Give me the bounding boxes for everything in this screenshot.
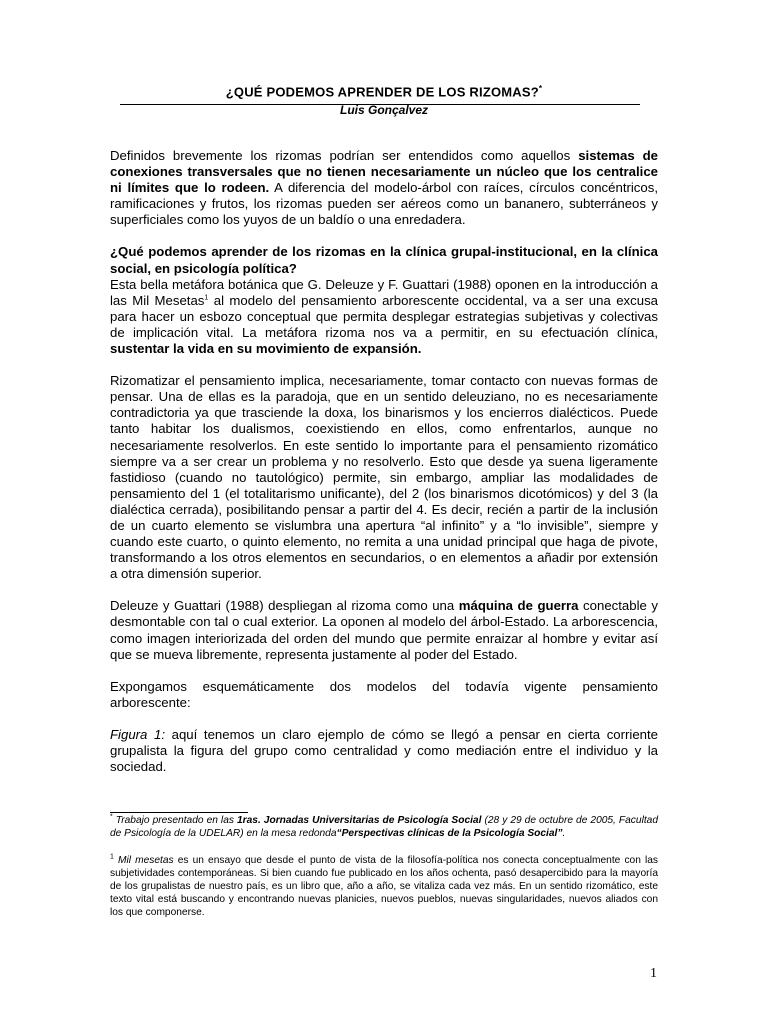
title-text: ¿QUÉ PODEMOS APRENDER DE LOS RIZOMAS? <box>225 84 539 100</box>
paragraph-figure-1 <box>110 727 658 775</box>
section-heading: ¿Qué podemos aprender de los rizomas en la clínica grupal-institucional, en la clínica social, en psicología política? <box>110 244 658 276</box>
bold-text-run: “Perspectivas clínicas de la Psicología Social” <box>336 828 563 839</box>
paragraph-deleuze-guattari <box>110 598 658 662</box>
bold-text-run: sistemas de conexiones transversales que no tienen necesariamente un núcleo que los centralice ni límites que lo rodeen. <box>110 148 659 196</box>
text-run: Esta bella metáfora botánica que G. Deleuze y F. Guattari (1988) oponen en la introducción a las Mil Mesetas <box>110 276 658 308</box>
page-number: 1 <box>650 966 657 981</box>
paragraph-metaphor <box>110 277 658 357</box>
text-run: (28 y 29 de octubre de 2005, Facultad de Psicología de la UDELAR) en la mesa redonda <box>110 815 658 839</box>
footnote-mark: 1 <box>110 853 114 861</box>
text-run: al modelo del pensamiento arborescente occidental, va a ser una excusa para hacer un esbozo conceptual que permita desplegar estrategias subjetivas y colectivas de implicación vital. La metáfora rizoma nos va a permitir, en su efectuación clínica, <box>110 292 659 340</box>
document-title <box>110 84 658 99</box>
text-run: aquí tenemos un claro ejemplo de cómo se llegó a pensar en cierta corriente grupalista la figura del grupo como centralidad y como mediación entre el individuo y la sociedad. <box>110 726 659 775</box>
footnote-reference: 1 <box>204 294 209 302</box>
text-run: Mil mesetas <box>113 855 174 866</box>
figure-label: Figura 1: <box>110 726 166 742</box>
text-run: conectable y desmontable con tal o cual exterior. La oponen al modelo del árbol-Estado. La arborescencia, como imagen interiorizada del orden del mundo que permite enraizar al hombre y evitar así que se mueva libremente, representa justamente al poder del Estado. <box>110 598 658 662</box>
title-footnote-mark: * <box>538 84 543 93</box>
text-run: . <box>562 828 566 839</box>
footnotes <box>110 814 658 933</box>
footnote-1 <box>110 854 658 919</box>
text-run: A diferencia del modelo-árbol con raíces, círculos concéntricos, ramificaciones y frutos, los rizomas pueden ser aéreos como un bananero, subterráneos y superficiales como los yuyos de un baldío o una enredadera. <box>110 180 658 228</box>
paragraph-models: Expongamos esquemáticamente dos modelos del todavía vigente pensamiento arborescente: <box>110 678 658 710</box>
document-body <box>110 148 658 791</box>
bold-text-run: máquina de guerra <box>458 598 579 614</box>
paragraph-rizomatizar: Rizomatizar el pensamiento implica, necesariamente, tomar contacto con nuevas formas de pensar. Una de ellas es la paradoja, que en un sentido deleuziano, no es necesariamente contradictoria ya que trasciende la doxa, los binarismos y los encierros dialécticos. Puede tanto habitar los dualismos, coexistiendo en ellos, como enfrentarlos, aunque no necesariamente resolverlos. En este sentido lo importante para el pensamiento rizomático siempre va a ser crear un problema y no resolverlo. Esto que desde ya suena ligeramente fastidioso (cuando no tautológico) permite, sin embargo, ampliar las modalidades de pensamiento del 1 (el totalitarismo unificante), del 2 (los binarismos dicotómicos) y del 3 (la dialéctica cerrada), posibilitando pensar a partir del 4. Es decir, recién a partir de la inclusión de un cuarto elemento se vislumbra una apertura “al infinito” y a “lo invisible”, siempre y cuando este cuarto, o quinto elemento, no remita a una unidad principal que haga de pivote, transformando a los otros elementos en secundarios, o en elementos a añadir por extensión a otra dimensión superior. <box>110 373 658 582</box>
paragraph-intro <box>110 148 658 228</box>
footnote-separator <box>110 812 248 813</box>
text-run: Deleuze y Guattari (1988) despliegan al rizoma como una <box>110 598 459 614</box>
bold-text-run: 1ras. Jornadas Universitarias de Psicología Social <box>236 815 482 826</box>
text-run: Definidos brevemente los rizomas podrían ser entendidos como aquellos <box>110 148 579 163</box>
footnote-star <box>110 814 658 840</box>
footnote-mark: * <box>110 813 113 821</box>
text-run: Trabajo presentado en las <box>112 815 237 826</box>
bold-text-run: sustentar la vida en su movimiento de expansión. <box>110 341 422 357</box>
author-name: Luis Gonçalvez <box>339 103 429 117</box>
text-run: es un ensayo que desde el punto de vista de la filosofía-política nos conecta conceptualmente con las subjetividades contemporáneas. Si bien cuando fue publicado en los años ochenta, pasó desapercibido para la mayoría de los grupalistas de nuestro país, es un libro que, año a año, se vitaliza cada vez más. En un sentido rizomático, este texto vital está buscando y encontrando nuevas planicies, nuevos pueblos, nuevas singularidades, nuevos aliados con los que componerse. <box>110 855 658 918</box>
